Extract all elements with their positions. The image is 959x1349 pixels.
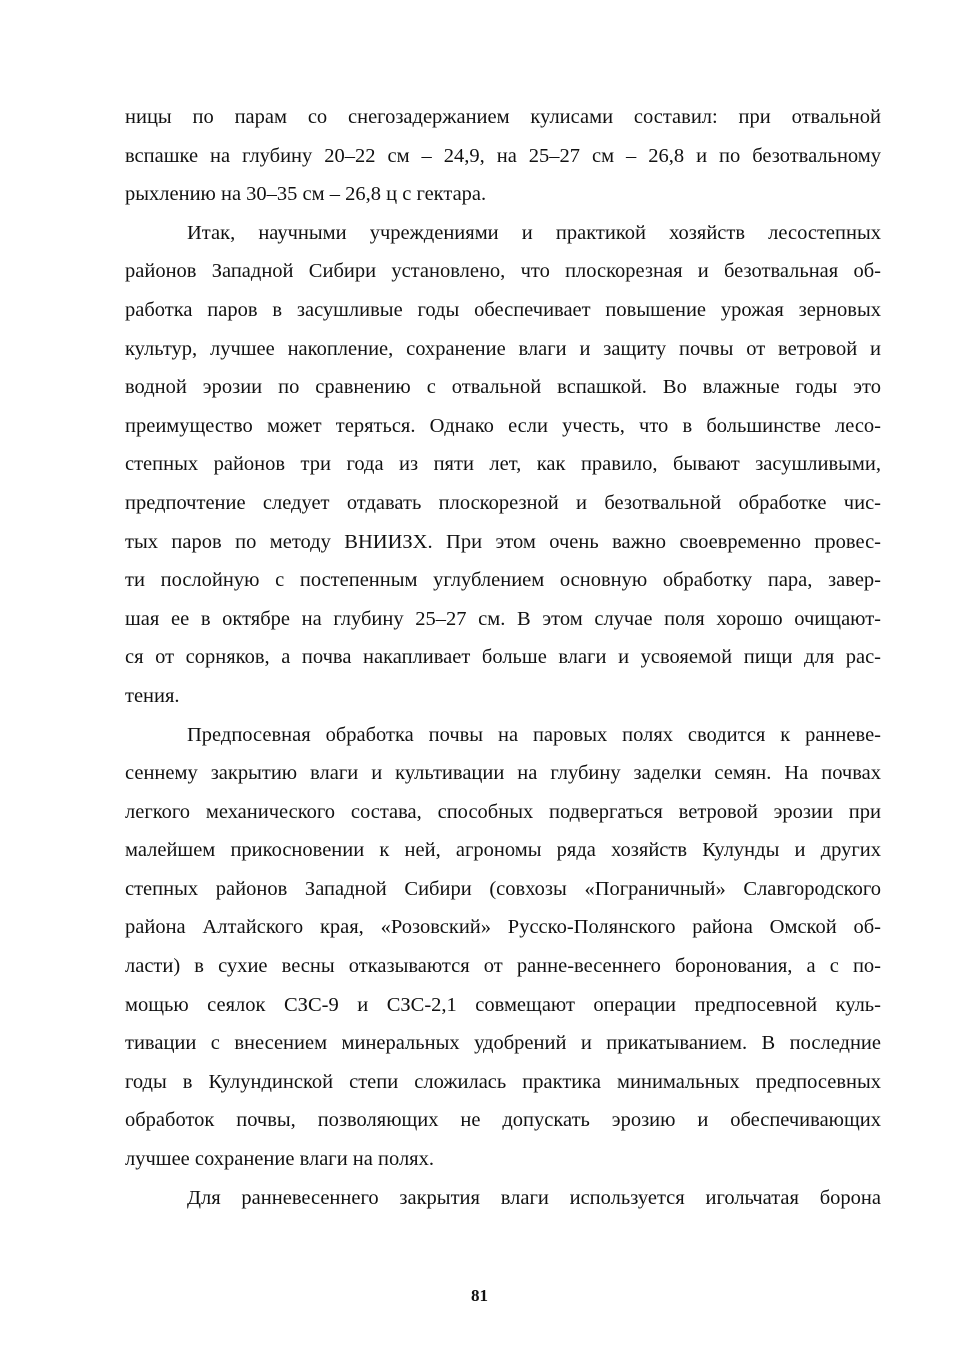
text-line: тых паров по методу ВНИИЗХ. При этом очень важно своевременно провес- <box>125 530 881 553</box>
text-line: ся от сорняков, а почва накапливает больше влаги и усвояемой пищи для рас- <box>125 646 881 669</box>
text-line: сеннему закрытию влаги и культивации на глубину заделки семян. На почвах <box>125 762 881 785</box>
text-line: водной эрозии по сравнению с отвальной вспашкой. Во влажные годы это <box>125 376 881 399</box>
page-number: 81 <box>471 1286 488 1305</box>
text-line: степных районов три года из пяти лет, как правило, бывают засушливыми, <box>125 453 881 476</box>
text-line: обработок почвы, позволяющих не допускать эрозию и обеспечивающих <box>125 1109 881 1132</box>
text-line: работка паров в засушливые годы обеспечивает повышение урожая зерновых <box>125 298 881 321</box>
text-line: Для ранневесеннего закрытия влаги используется игольчатая борона <box>187 1186 881 1209</box>
text-line: района Алтайского края, «Розовский» Русско-Полянского района Омской об- <box>125 916 881 939</box>
text-line: тения. <box>125 684 180 707</box>
text-line: Предпосевная обработка почвы на паровых полях сводится к ранневе- <box>187 723 881 746</box>
text-line: культур, лучшее накопление, сохранение влаги и защиту почвы от ветровой и <box>125 337 881 360</box>
text-line: годы в Кулундинской степи сложилась практика минимальных предпосевных <box>125 1070 881 1093</box>
paragraph <box>125 716 881 1179</box>
paragraph <box>125 214 881 716</box>
text-line: шая ее в октябре на глубину 25–27 см. В этом случае поля хорошо очищают- <box>125 607 881 630</box>
text-line: преимущество может теряться. Однако если учесть, что в большинстве лесо- <box>125 414 881 437</box>
text-line: малейшем прикосновении к ней, агрономы ряда хозяйств Кулунды и других <box>125 839 881 862</box>
text-line: тивации с внесением минеральных удобрений и прикатыванием. В последние <box>125 1032 881 1055</box>
text-line: районов Западной Сибири установлено, что плоскорезная и безотвальная об- <box>125 260 881 283</box>
text-line: Итак, научными учреждениями и практикой хозяйств лесостепных <box>187 221 881 244</box>
paragraph <box>125 98 881 214</box>
text-line: рыхлению на 30–35 см – 26,8 ц с гектара. <box>125 183 487 206</box>
text-line: ласти) в сухие весны отказываются от ранне-весеннего боронования, а с по- <box>125 955 881 978</box>
text-line: ти послойную с постепенным углублением основную обработку пара, завер- <box>125 569 881 592</box>
text-line: легкого механического состава, способных подвергаться ветровой эрозии при <box>125 800 881 823</box>
text-line: мощью сеялок СЗС-9 и СЗС-2,1 совмещают операции предпосевной куль- <box>125 993 881 1016</box>
text-line: лучшее сохранение влаги на полях. <box>125 1148 434 1171</box>
text-line: ницы по парам со снегозадержанием кулисами составил: при отвальной <box>125 106 881 128</box>
paragraph <box>125 1179 881 1218</box>
text-line: вспашке на глубину 20–22 см – 24,9, на 25–27 см – 26,8 и по безотвальному <box>125 144 881 167</box>
text-line: предпочтение следует отдавать плоскорезной и безотвальной обработке чис- <box>125 491 881 514</box>
text-line: степных районов Западной Сибири (совхозы «Пограничный» Славгородского <box>125 877 881 900</box>
body-text <box>125 98 881 1217</box>
